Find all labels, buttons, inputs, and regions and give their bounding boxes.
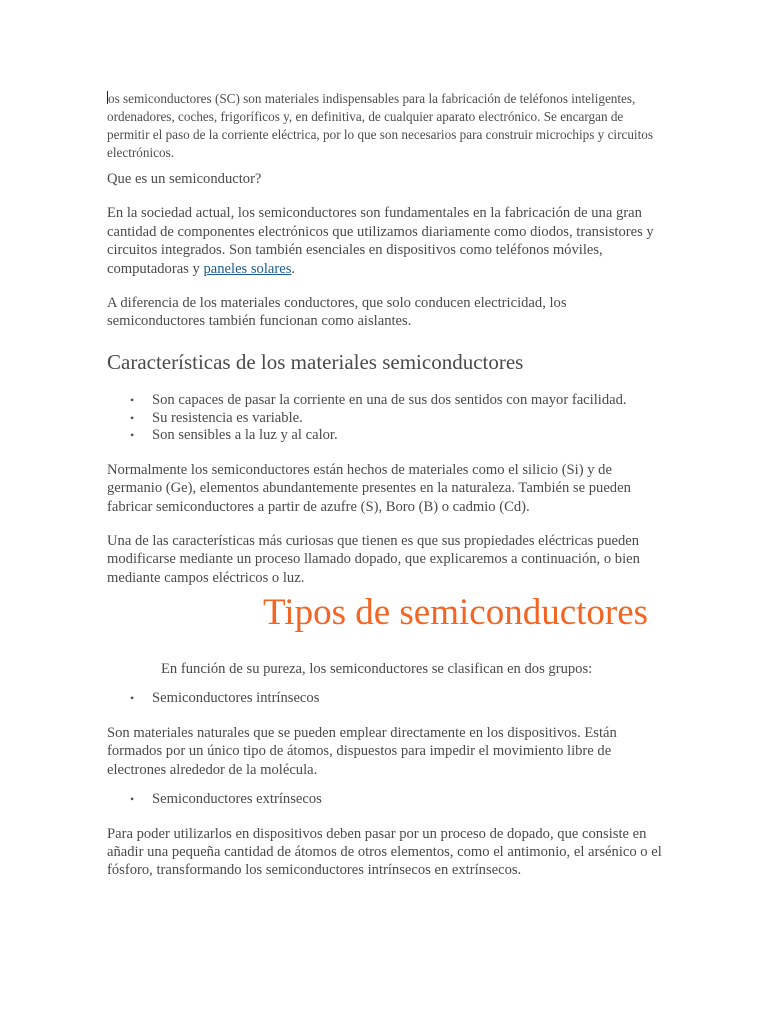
list-item-text: Son capaces de pasar la corriente en una de sus dos sentidos con mayor facilidad.	[152, 392, 627, 409]
question-heading: Que es un semiconductor?	[107, 171, 262, 187]
curious-paragraph: Una de las características más curiosas que tienen es que sus propiedades eléctricas pueden modificarse mediante un proceso llamado dopado, que explicaremos a continuación, o bien mediante campos eléctricos o luz.	[107, 532, 640, 586]
list-item	[130, 392, 667, 410]
society-text: En la sociedad actual, los semiconductores son fundamentales en la fabricación de una gran cantidad de componentes electrónicos que utilizamos diariamente como diodos, transistores y circuitos integrados. Son también esenciales en dispositivos como teléfonos móviles, computadoras y	[107, 205, 654, 277]
characteristics-heading: Características de los materiales semiconductores	[107, 349, 524, 374]
extrinsic-list	[107, 791, 667, 809]
difference-paragraph: A diferencia de los materiales conductores, que solo conducen electricidad, los semiconductores también funcionan como aislantes.	[107, 295, 567, 330]
society-paragraph	[107, 204, 667, 278]
list-item-text: Son sensibles a la luz y al calor.	[152, 427, 338, 444]
intrinsic-list	[107, 690, 667, 708]
list-item	[130, 791, 667, 809]
solar-panels-link[interactable]: paneles solares	[203, 260, 292, 277]
bullet-icon: •	[130, 691, 135, 706]
list-item	[130, 427, 667, 445]
list-item-text: Su resistencia es variable.	[152, 409, 303, 426]
types-intro: En función de su pureza, los semiconductores se clasifican en dos grupos:	[161, 660, 593, 677]
materials-paragraph: Normalmente los semiconductores están hechos de materiales como el silicio (Si) y de germanio (Ge), elementos abundantemente presentes en la naturaleza. También se pueden fabricar semiconductores a partir de azufre (S), Boro (B) o cadmio (Cd).	[107, 461, 631, 515]
list-item	[130, 690, 667, 708]
extrinsic-paragraph: Para poder utilizarlos en dispositivos deben pasar por un proceso de dopado, que consiste en añadir una pequeña cantidad de átomos de otros elementos, como el antimonio, el arsénico o el fósforo, transformando los semiconductores intrínsecos en extrínsecos.	[107, 825, 662, 879]
bullet-icon: •	[130, 410, 135, 425]
intrinsic-paragraph: Son materiales naturales que se pueden emplear directamente en los dispositivos. Están formados por un único tipo de átomos, dispuestos para impedir el movimiento libre de electrones alrededor de la molécula.	[107, 724, 617, 778]
types-title: Tipos de semiconductores	[263, 592, 649, 634]
intro-text: os semiconductores (SC) son materiales indispensables para la fabricación de teléfonos inteligentes, ordenadores, coches, frigoríficos y, en definitiva, de cualquier aparato electrónico. Se encargan de permitir el paso de la corriente eléctrica, por lo que son necesarios para construir microchips y circuitos electrónicos.	[107, 91, 653, 160]
intro-paragraph	[107, 90, 667, 162]
bullet-icon: •	[130, 428, 135, 443]
document-page	[107, 90, 667, 880]
bullet-icon: •	[130, 393, 135, 408]
society-text-end: .	[291, 260, 296, 277]
bullet-icon: •	[130, 792, 135, 807]
intrinsic-label: Semiconductores intrínsecos	[152, 690, 320, 707]
list-item	[130, 409, 667, 428]
extrinsic-label: Semiconductores extrínsecos	[152, 791, 322, 808]
characteristics-list	[107, 392, 667, 445]
